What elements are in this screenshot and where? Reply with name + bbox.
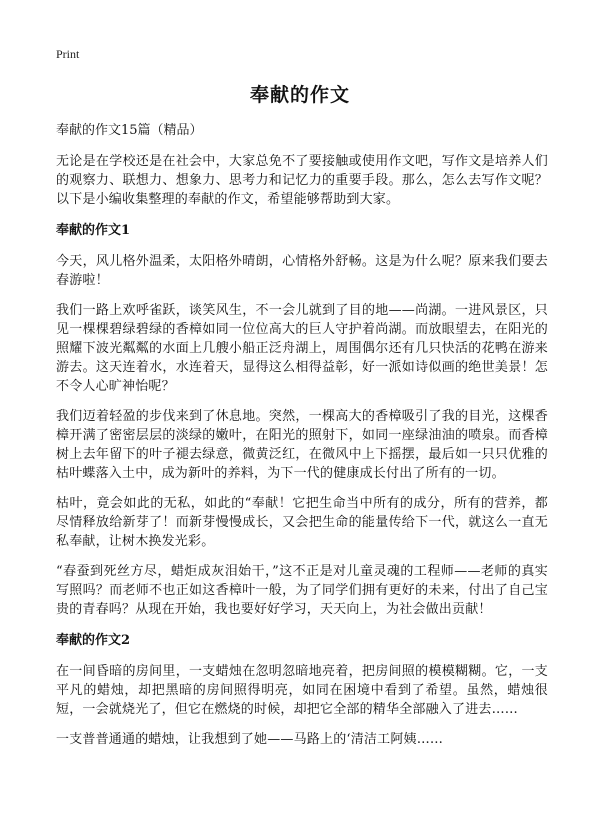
- section-heading: 奉献的作文2: [56, 633, 131, 648]
- paragraph: “春蚕到死丝方尽，蜡炬成灰泪始干，”这不正是对儿童灵魂的工程师——老师的真实写照吗？而老师不也正如这香樟叶一般，为了同学们拥有更好的未来，付出了自己宝贵的青春吗？从现在开始，我也要好好学习，天天向上，为社会做出贡献！: [56, 564, 548, 617]
- paragraph: 我们迈着轻盈的步伐来到了休息地。突然，一棵高大的香樟吸引了我的目光，这棵香樟开满了密密层层的淡绿的嫩叶，在阳光的照射下，如同一座绿油油的喷泉。而香樟树上去年留下的叶子褪去绿意，微黄泛红，在微风中上下摇摆，最后如一只只优雅的枯叶蝶落入土中，成为新叶的养料，为下一代的健康成长付出了所有的一切。: [56, 409, 548, 481]
- article-body: [56, 121, 548, 760]
- intro-paragraph: 无论是在学校还是在社会中，大家总免不了要接触或使用作文吧，写作文是培养人们的观察力、联想力、想象力、思考力和记忆力的重要手段。那么，怎么去写作文呢？以下是小编收集整理的奉献的作文，希望能够帮助到大家。: [56, 154, 548, 207]
- article-subtitle: 奉献的作文15篇（精品）: [56, 123, 203, 138]
- paragraph: 一支普普通通的蜡烛，让我想到了她——马路上的‘清洁工阿姨……: [56, 732, 444, 747]
- paragraph: 枯叶，竟会如此的无私，如此的“奉献！它把生命当中所有的成分，所有的营养，都尽情释放给新芽了！而新芽慢慢成长，又会把生命的能量传给下一代，就这么一直无私奉献，让树木换发光彩。: [56, 496, 548, 549]
- page-title: 奉献的作文: [249, 84, 350, 106]
- paragraph: 今天，风儿格外温柔，太阳格外晴朗，心情格外舒畅。这是为什么呢？原来我们要去春游啦！: [56, 254, 548, 288]
- print-link[interactable]: Print: [56, 47, 80, 61]
- paragraph: 在一间昏暗的房间里，一支蜡烛在忽明忽暗地亮着，把房间照的模模糊糊。它，一支平凡的蜡烛，却把黑暗的房间照得明亮，如同在困境中看到了希望。虽然，蜡烛很短，一会就烧光了，但它在燃烧的时候，却把它全部的精华全部融入了进去……: [56, 664, 548, 717]
- paragraph: 我们一路上欢呼雀跃，谈笑风生，不一会儿就到了目的地——尚湖。一进风景区，只见一棵棵碧绿碧绿的香樟如同一位位高大的巨人守护着尚湖。而放眼望去，在阳光的照耀下波光粼粼的水面上几艘小船正泛舟湖上，周围偶尔还有几只快活的花鸭在游来游去。这天连着水，水连着天，显得这么相得益彰，好一派如诗似画的绝世美景！怎不令人心旷神怡呢？: [56, 303, 548, 394]
- section-heading: 奉献的作文1: [56, 223, 131, 238]
